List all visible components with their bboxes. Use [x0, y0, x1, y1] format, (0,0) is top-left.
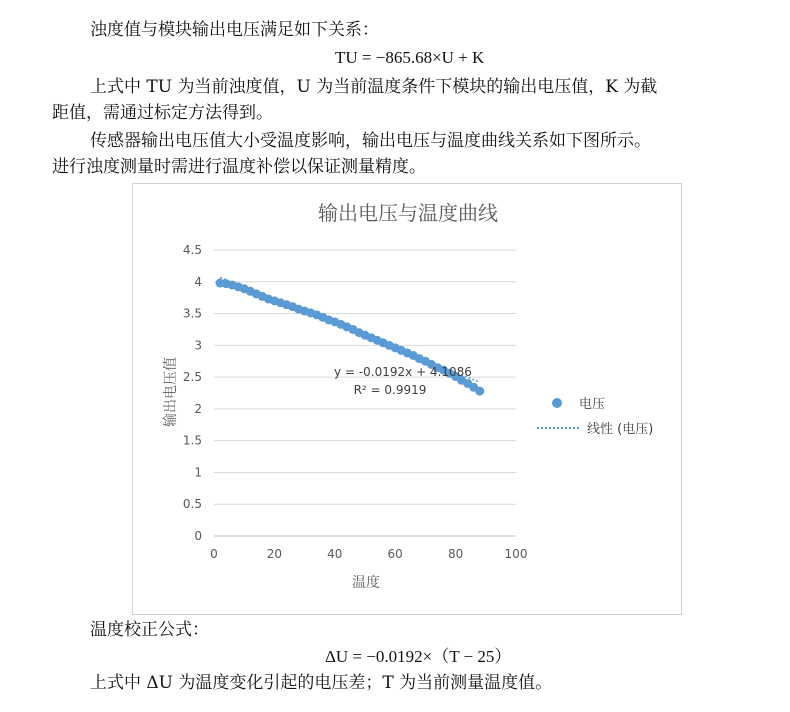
formula-turbidity: TU = −865.68×U + K — [335, 48, 485, 67]
paragraph-correction-explain: 上式中 ΔU 为温度变化引起的电压差；T 为当前测量温度值。 — [90, 673, 553, 693]
y-tick-label: 1.5 — [182, 433, 202, 448]
paragraph-explain-line1: 上式中 TU 为当前浊度值，U 为当前温度条件下模块的输出电压值，K 为截 — [90, 77, 658, 97]
chart-frame — [132, 183, 682, 615]
y-tick-label: 4 — [194, 274, 202, 289]
legend-label-voltage: 电压 — [579, 397, 606, 412]
data-point — [475, 387, 484, 396]
y-tick-label: 0 — [194, 529, 202, 543]
x-tick-label: 40 — [327, 547, 343, 561]
paragraph-temperature-line2: 进行浊度测量时需进行温度补偿以保证测量精度。 — [52, 157, 426, 177]
y-axis-label: 输出电压值 — [163, 357, 179, 427]
y-tick-label: 4.5 — [182, 243, 202, 257]
y-tick-label: 2 — [194, 401, 202, 416]
paragraph-temperature-line1: 传感器输出电压值大小受温度影响，输出电压与温度曲线关系如下图所示。 — [90, 131, 651, 151]
paragraph-correction-title: 温度校正公式： — [90, 620, 209, 640]
voltage-temperature-chart — [133, 184, 681, 614]
trendline-equation: y = -0.0192x + 4.1086 — [334, 365, 472, 379]
x-tick-label: 60 — [387, 547, 403, 561]
y-tick-label: 3 — [194, 338, 202, 353]
y-tick-label: 3.5 — [182, 306, 202, 321]
paragraph-intro: 浊度值与模块输出电压满足如下关系： — [90, 20, 379, 40]
y-tick-label: 2.5 — [182, 370, 202, 385]
y-tick-label: 0.5 — [182, 497, 202, 512]
paragraph-explain-line2: 距值，需通过标定方法得到。 — [52, 103, 273, 123]
formula-correction: ΔU = −0.0192×（T − 25） — [325, 647, 512, 666]
x-axis-label: 温度 — [352, 575, 380, 591]
legend-marker-voltage — [552, 398, 562, 408]
x-tick-label: 80 — [447, 547, 464, 561]
trendline-r-squared: R² = 0.9919 — [353, 383, 427, 397]
legend-label-trendline: 线性 (电压) — [587, 422, 654, 437]
x-tick-label: 100 — [504, 547, 528, 561]
x-tick-label: 20 — [266, 547, 283, 561]
x-tick-label: 0 — [210, 547, 218, 561]
chart-title: 输出电压与温度曲线 — [318, 201, 498, 225]
y-tick-label: 1 — [194, 465, 202, 480]
